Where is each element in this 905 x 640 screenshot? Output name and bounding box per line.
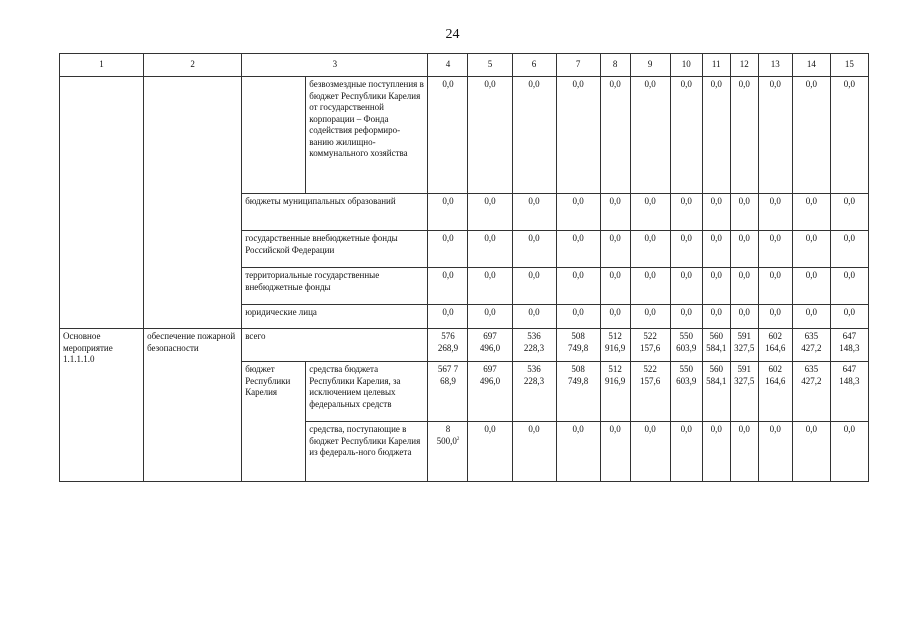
value-cell: 0,0	[630, 231, 670, 268]
value-cell: 0,0	[792, 231, 830, 268]
goal-cell-empty	[144, 77, 242, 329]
value-cell: 591 327,5	[730, 362, 758, 422]
value-cell: 0,0	[512, 77, 556, 194]
value-cell: 0,0	[428, 268, 468, 305]
value-cell: 697 496,0	[468, 362, 512, 422]
value-cell: 0,0	[630, 268, 670, 305]
value-cell: 0,0	[556, 77, 600, 194]
value-cell: 0,0	[670, 231, 702, 268]
event-goal: обеспечение пожарной безопасности	[144, 329, 242, 482]
value-cell: 0,0	[792, 422, 830, 482]
value-cell: 536 228,3	[512, 329, 556, 362]
source-label: бюджеты муниципальных образований	[242, 194, 428, 231]
value-cell: 522 157,6	[630, 329, 670, 362]
source-label: средства бюджета Республики Карелия, за исключением целевых федеральных средств	[306, 362, 428, 422]
value-cell: 0,0	[758, 422, 792, 482]
value-cell: 522 157,6	[630, 362, 670, 422]
page-number: 24	[445, 27, 460, 42]
header-cell: 7	[556, 54, 600, 77]
source-label: безвозмездные поступления в бюджет Республики Карелия от государственной корпорации – Фонда содействия реформиро-ванию жилищно-коммунального хозяйства	[306, 77, 428, 194]
source-label: всего	[242, 329, 428, 362]
budget-table	[59, 53, 869, 482]
value-cell: 0,0	[512, 231, 556, 268]
value-cell: 0,0	[730, 422, 758, 482]
value-cell: 0,0	[428, 305, 468, 329]
header-cell: 6	[512, 54, 556, 77]
value-cell: 0,0	[830, 77, 868, 194]
value-cell: 0,0	[556, 268, 600, 305]
value-cell: 0,0	[758, 194, 792, 231]
value-cell: 0,0	[468, 305, 512, 329]
value-cell: 560 584,1	[702, 329, 730, 362]
value-cell: 591 327,5	[730, 329, 758, 362]
header-cell: 9	[630, 54, 670, 77]
value-cell: 0,0	[670, 305, 702, 329]
source-label: государственные внебюджетные фонды Российской Федерации	[242, 231, 428, 268]
value-cell: 0,0	[428, 77, 468, 194]
value-cell: 0,0	[512, 422, 556, 482]
value-cell: 697 496,0	[468, 329, 512, 362]
value-cell: 560 584,1	[702, 362, 730, 422]
value-cell: 0,0	[600, 305, 630, 329]
value-cell: 508 749,8	[556, 362, 600, 422]
value-cell: 0,0	[702, 194, 730, 231]
value-cell: 0,0	[758, 231, 792, 268]
value-cell: 512 916,9	[600, 362, 630, 422]
value-cell: 550 603,9	[670, 362, 702, 422]
value-cell: 0,0	[792, 305, 830, 329]
value-cell: 0,0	[830, 268, 868, 305]
value-cell: 0,0	[512, 194, 556, 231]
value-cell: 8 500,0$^2$	[428, 422, 468, 482]
value-cell: 0,0	[512, 268, 556, 305]
value-cell: 0,0	[670, 194, 702, 231]
value-cell: 0,0	[830, 194, 868, 231]
value-cell: 567 7 68,9	[428, 362, 468, 422]
header-cell: 14	[792, 54, 830, 77]
header-cell: 5	[468, 54, 512, 77]
value-cell: 0,0	[556, 305, 600, 329]
table-row	[60, 77, 869, 194]
value-cell: 0,0	[792, 194, 830, 231]
value-cell: 0,0	[670, 77, 702, 194]
value-cell: 0,0	[702, 268, 730, 305]
value-cell: 0,0	[702, 422, 730, 482]
header-cell: 1	[60, 54, 144, 77]
value-cell: 576 268,9	[428, 329, 468, 362]
value-cell: 0,0	[600, 194, 630, 231]
value-cell: 0,0	[630, 422, 670, 482]
value-cell: 0,0	[468, 268, 512, 305]
value-cell: 0,0	[830, 231, 868, 268]
value-cell: 0,0	[428, 231, 468, 268]
header-cell: 11	[702, 54, 730, 77]
value-cell: 602 164,6	[758, 362, 792, 422]
value-cell: 0,0	[630, 194, 670, 231]
value-cell: 0,0	[630, 305, 670, 329]
value-cell: 0,0	[600, 268, 630, 305]
value-cell: 0,0	[758, 268, 792, 305]
value-cell: 0,0	[556, 231, 600, 268]
group-cell-empty	[242, 77, 306, 194]
value-cell: 0,0	[670, 422, 702, 482]
header-cell: 10	[670, 54, 702, 77]
value-cell: 0,0	[702, 305, 730, 329]
value-cell: 0,0	[792, 77, 830, 194]
value-cell: 508 749,8	[556, 329, 600, 362]
header-cell: 4	[428, 54, 468, 77]
event-cell-empty	[60, 77, 144, 329]
value-cell: 0,0	[730, 194, 758, 231]
value-cell: 635 427,2	[792, 329, 830, 362]
value-cell: 512 916,9	[600, 329, 630, 362]
value-cell: 0,0	[630, 77, 670, 194]
header-cell: 13	[758, 54, 792, 77]
source-label: юридические лица	[242, 305, 428, 329]
source-label: территориальные государственные внебюджетные фонды	[242, 268, 428, 305]
header-cell: 12	[730, 54, 758, 77]
value-cell: 647 148,3	[830, 362, 868, 422]
value-cell: 0,0	[512, 305, 556, 329]
value-cell: 0,0	[830, 305, 868, 329]
value-cell: 0,0	[758, 305, 792, 329]
header-row	[60, 54, 869, 77]
value-cell: 0,0	[702, 231, 730, 268]
value-cell: 0,0	[730, 305, 758, 329]
header-cell: 8	[600, 54, 630, 77]
value-cell: 0,0	[600, 422, 630, 482]
value-cell: 635 427,2	[792, 362, 830, 422]
value-cell: 0,0	[468, 194, 512, 231]
value-cell: 0,0	[730, 268, 758, 305]
value-cell: 0,0	[830, 422, 868, 482]
table-row	[60, 329, 869, 362]
value-cell: 647 148,3	[830, 329, 868, 362]
source-group: бюджет Республики Карелия	[242, 362, 306, 482]
source-label: средства, поступающие в бюджет Республики Карелия из федераль-ного бюджета	[306, 422, 428, 482]
value-cell: 0,0	[468, 422, 512, 482]
value-cell: 0,0	[758, 77, 792, 194]
value-cell: 550 603,9	[670, 329, 702, 362]
value-cell: 0,0	[792, 268, 830, 305]
value-cell: 0,0	[730, 231, 758, 268]
value-cell: 0,0	[600, 231, 630, 268]
value-cell: 0,0	[468, 231, 512, 268]
event-code: Основное мероприятие 1.1.1.1.0	[60, 329, 144, 482]
header-cell: 3	[242, 54, 428, 77]
value-cell: 0,0	[468, 77, 512, 194]
value-cell: 0,0	[702, 77, 730, 194]
value-cell: 0,0	[556, 422, 600, 482]
header-cell: 15	[830, 54, 868, 77]
value-cell: 536 228,3	[512, 362, 556, 422]
value-cell: 0,0	[600, 77, 630, 194]
value-cell: 0,0	[730, 77, 758, 194]
value-cell: 0,0	[556, 194, 600, 231]
value-cell: 0,0	[670, 268, 702, 305]
header-cell: 2	[144, 54, 242, 77]
value-cell: 602 164,6	[758, 329, 792, 362]
value-cell: 0,0	[428, 194, 468, 231]
